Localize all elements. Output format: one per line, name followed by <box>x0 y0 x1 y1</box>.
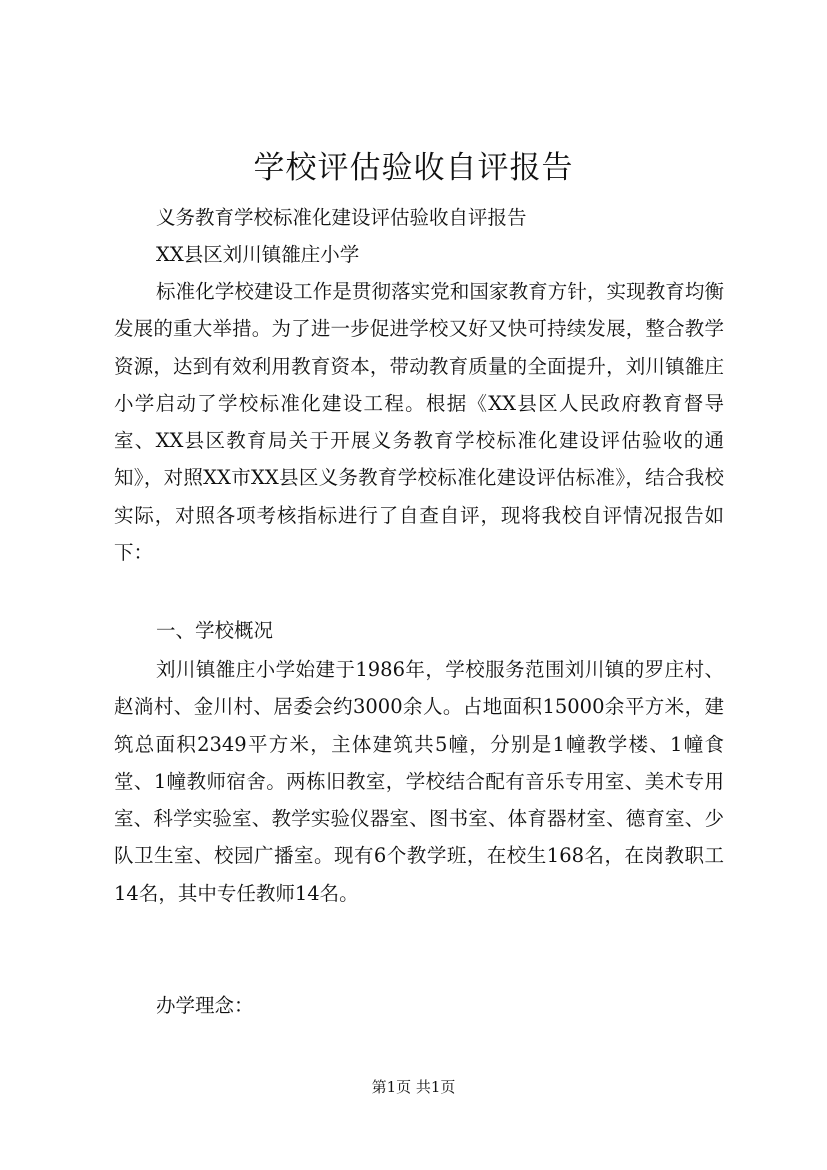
overview-paragraph: 刘川镇雒庄小学始建于1986年，学校服务范围刘川镇的罗庄村、赵淌村、金川村、居委会约3000余人。占地面积15000余平方米，建筑总面积2349平方米，主体建筑共5幢，分别是1幢教学楼、1幢食堂、1幢教师宿舍。两栋旧教室，学校结合配有音乐专用室、美术专用室、科学实验室、教学实验仪器室、图书室、体育器材室、德育室、少队卫生室、校园广播室。现有6个教学班，在校生168名，在岗教职工14名，其中专任教师14名。 <box>114 658 724 905</box>
section-heading-philosophy: 办学理念： <box>156 994 254 1017</box>
intro-paragraph: 标准化学校建设工作是贯彻落实党和国家教育方针，实现教育均衡发展的重大举措。为了进一步促进学校又好又快可持续发展，整合教学资源，达到有效利用教育资本，带动教育质量的全面提升，刘川镇雒庄小学启动了学校标准化建设工程。根据《XX县区人民政府教育督导室、XX县区教育局关于开展义务教育学校标准化建设评估验收的通知》，对照XX市XX县区义务教育学校标准化建设评估标准》，结合我校实际，对照各项考核指标进行了自查自评，现将我校自评情况报告如下： <box>114 280 724 565</box>
subtitle-line: 义务教育学校标准化建设评估验收自评报告 <box>156 206 527 229</box>
page-footer: 第1页 共1页 <box>371 1078 456 1096</box>
document-title: 学校评估验收自评报告 <box>253 150 574 186</box>
school-name-line: XX县区刘川镇雒庄小学 <box>156 243 360 266</box>
section-heading-overview: 一、学校概况 <box>156 619 274 642</box>
